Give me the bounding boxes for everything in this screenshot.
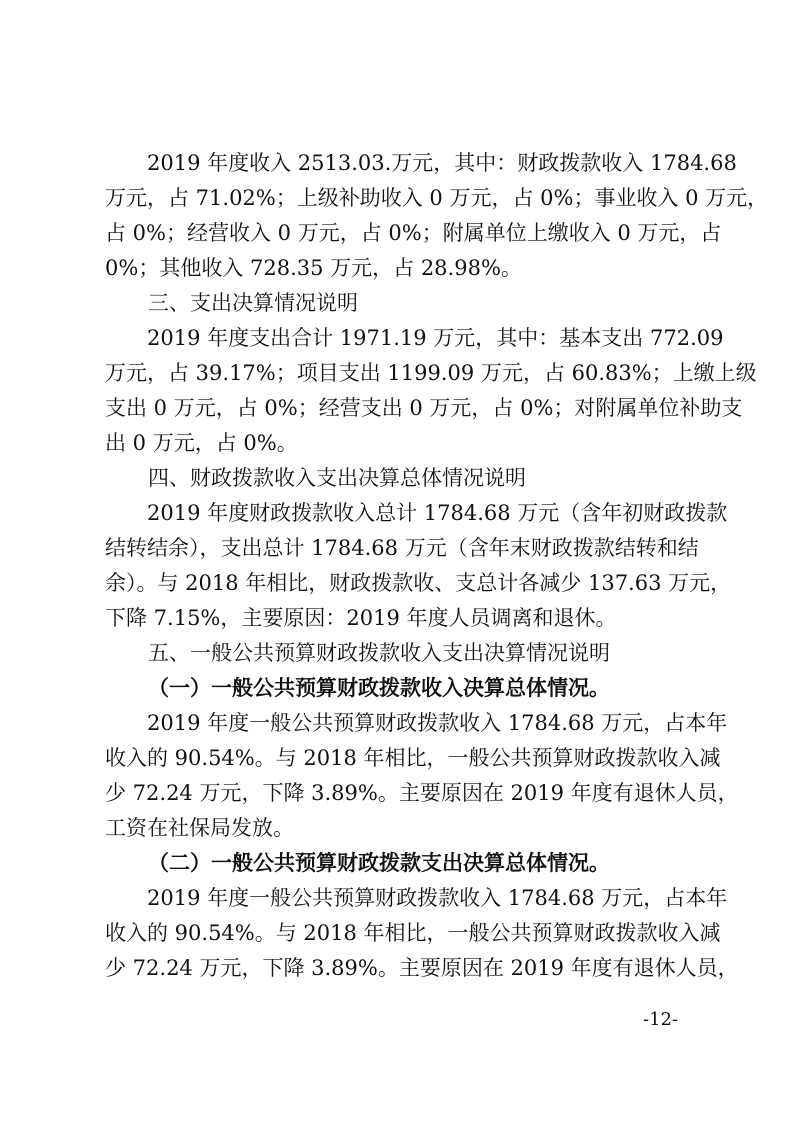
paragraph-line: 出 0 万元，占 0%。 xyxy=(105,431,298,455)
paragraph-line: 万元，占 71.02%；上级补助收入 0 万元，占 0%；事业收入 0 万元， xyxy=(105,186,769,210)
paragraph-line: 0%；其他收入 728.35 万元，占 28.98%。 xyxy=(105,256,522,280)
paragraph-line: 少 72.24 万元，下降 3.89%。主要原因在 2019 年度有退休人员， xyxy=(105,781,739,805)
paragraph-line: 收入的 90.54%。与 2018 年相比，一般公共预算财政拨款收入减 xyxy=(105,921,721,945)
paragraph-line: 收入的 90.54%。与 2018 年相比，一般公共预算财政拨款收入减 xyxy=(105,746,721,770)
section-heading-fiscal-appropriation: 四、财政拨款收入支出决算总体情况说明 xyxy=(148,466,526,490)
paragraph-line: 余）。与 2018 年相比，财政拨款收、支总计各减少 137.63 万元， xyxy=(105,571,732,595)
paragraph-line: 2019 年度收入 2513.03.万元，其中：财政拨款收入 1784.68 xyxy=(105,151,737,175)
page-number: -12- xyxy=(643,1009,679,1030)
paragraph-line: 支出 0 万元，占 0%；经营支出 0 万元，占 0%；对附属单位补助支 xyxy=(105,396,743,420)
paragraph-line: 工资在社保局发放。 xyxy=(105,816,294,840)
subsection-heading-income: （一）一般公共预算财政拨款收入决算总体情况。 xyxy=(148,675,610,700)
section-heading-expenditure: 三、支出决算情况说明 xyxy=(148,291,358,315)
paragraph-line: 2019 年度财政拨款收入总计 1784.68 万元（含年初财政拨款 xyxy=(105,501,728,525)
paragraph-line: 结转结余），支出总计 1784.68 万元（含年末财政拨款结转和结 xyxy=(105,536,699,560)
paragraph-line: 2019 年度一般公共预算财政拨款收入 1784.68 万元，占本年 xyxy=(105,886,728,910)
paragraph-line: 2019 年度支出合计 1971.19 万元，其中：基本支出 772.09 xyxy=(105,326,724,350)
paragraph-line: 下降 7.15%，主要原因：2019 年度人员调离和退休。 xyxy=(105,606,617,630)
paragraph-line: 少 72.24 万元，下降 3.89%。主要原因在 2019 年度有退休人员， xyxy=(105,956,739,980)
paragraph-line: 万元，占 39.17%；项目支出 1199.09 万元，占 60.83%；上缴上级 xyxy=(105,361,757,385)
paragraph-line: 2019 年度一般公共预算财政拨款收入 1784.68 万元，占本年 xyxy=(105,711,728,735)
subsection-heading-expenditure: （二）一般公共预算财政拨款支出决算总体情况。 xyxy=(148,850,610,875)
section-heading-general-budget: 五、一般公共预算财政拨款收入支出决算情况说明 xyxy=(148,641,610,665)
paragraph-line: 占 0%；经营收入 0 万元，占 0%；附属单位上缴收入 0 万元，占 xyxy=(105,221,722,245)
